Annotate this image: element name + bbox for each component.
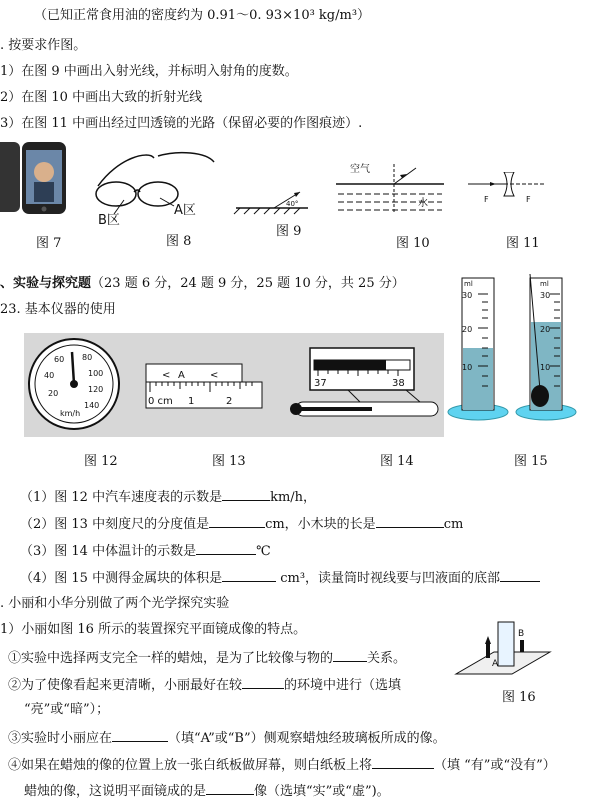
q23-item-1-unit: km/h， xyxy=(270,490,317,505)
q23-item-4 xyxy=(20,569,540,587)
cyl1-tick-20: 20 xyxy=(462,325,473,334)
fig8-b-label: B区 xyxy=(98,213,120,228)
section-score: （23 题 6 分，24 题 9 分，25 题 10 分，共 25 分） xyxy=(91,276,405,291)
q24-item-4 xyxy=(8,756,556,774)
q23-title: 23. 基本仪器的使用 xyxy=(0,302,116,317)
q23-item-1 xyxy=(20,488,316,506)
thermo-37: 37 xyxy=(314,378,327,389)
fig10-water-label: 水 xyxy=(418,198,428,209)
q24-item-4-line2-text: 蜡烛的像，这说明平面镜成的是 xyxy=(24,784,207,799)
cyl1-tick-30: 30 xyxy=(462,291,473,300)
draw-item-2: 2）在图 10 中画出大致的折射光线 xyxy=(0,90,203,105)
q24-item-2-line2: “亮”或“暗”）； xyxy=(24,702,110,717)
q23-item-4-text: （4）图 15 中测得金属块的体积是 xyxy=(20,571,223,586)
cyl2-unit: ml xyxy=(540,280,549,288)
fig10-air-label: 空气 xyxy=(350,164,370,175)
fig12-caption: 图 12 xyxy=(84,454,118,469)
fig16-a-label: A xyxy=(492,659,499,669)
draw-question-title: . 按要求作图。 xyxy=(0,38,87,53)
ruler-tick-2: 2 xyxy=(226,396,233,407)
q23-item-3-unit: ℃ xyxy=(256,544,271,559)
cyl2-tick-10: 10 xyxy=(540,363,551,372)
density-note: （已知正常食用油的密度约为 0.91～0. 93×10³ kg/m³） xyxy=(34,8,371,23)
fig11-f-left: F xyxy=(484,195,489,204)
q24-item-2-blank[interactable] xyxy=(242,676,284,689)
cylinders-figure xyxy=(444,270,584,422)
speedo-tick-120: 120 xyxy=(88,385,104,394)
cyl1-tick-10: 10 xyxy=(462,363,473,372)
q24-item-1-blank[interactable] xyxy=(333,649,367,662)
q24-item-4-text: ④如果在蜡烛的像的位置上放一张白纸板做屏幕，则白纸板上将 xyxy=(8,758,373,773)
q24-item-3 xyxy=(8,729,446,747)
section-title: 、实验与探究题 xyxy=(0,276,92,291)
speedometer-figure xyxy=(26,336,122,432)
fig11-f-right: F xyxy=(526,195,531,204)
mirror-figure xyxy=(232,178,312,218)
q23-item-3-text: （3）图 14 中体温计的示数是 xyxy=(20,544,197,559)
cyl2-tick-30: 30 xyxy=(540,291,551,300)
speedo-tick-140: 140 xyxy=(84,401,100,410)
q23-item-2-text: （2）图 13 中刻度尺的分度值是 xyxy=(20,517,210,532)
fig13-caption: 图 13 xyxy=(212,454,246,469)
q23-item-4-mid: cm³，读量筒时视线要与凹液面的底部 xyxy=(276,571,501,586)
fig9-angle: 40° xyxy=(286,200,299,208)
ruler-figure xyxy=(144,362,266,412)
q24-item-4-line2 xyxy=(24,782,390,800)
q24-sub1: 1）小丽如图 16 所示的装置探究平面镜成像的特点。 xyxy=(0,622,307,637)
svg-text:<: < xyxy=(210,370,219,381)
fig7-caption: 图 7 xyxy=(36,236,62,251)
q24-item-3-blank[interactable] xyxy=(112,729,168,742)
q23-item-2-mid: cm，小木块的长是 xyxy=(265,517,376,532)
section-heading xyxy=(0,276,405,292)
q23-item-1-blank[interactable] xyxy=(222,488,270,501)
q23-item-4-blank-a[interactable] xyxy=(222,569,276,582)
cyl1-unit: ml xyxy=(464,280,473,288)
fig11-caption: 图 11 xyxy=(506,236,540,251)
q24-item-1 xyxy=(8,649,406,667)
q24-item-4-post: （填 “有”或“没有”） xyxy=(434,758,556,773)
draw-item-3: 3）在图 11 中画出经过凹透镜的光路（保留必要的作图痕迹）. xyxy=(0,116,363,131)
fig16-caption: 图 16 xyxy=(502,690,536,705)
fig8-a-label: A区 xyxy=(174,203,196,218)
thermo-38: 38 xyxy=(392,378,405,389)
fig16-b-label: B xyxy=(518,629,525,639)
thermometer-figure xyxy=(288,346,440,426)
fig15-caption: 图 15 xyxy=(514,454,548,469)
concave-lens-figure xyxy=(468,172,548,208)
q24-item-1-text: ①实验中选择两支完全一样的蜡烛，是为了比较像与物的 xyxy=(8,651,334,666)
q23-item-2-blank-a[interactable] xyxy=(209,515,265,528)
q24-title: . 小丽和小华分别做了两个光学探究实验 xyxy=(0,596,230,611)
q23-item-1-text: （1）图 12 中汽车速度表的示数是 xyxy=(20,490,223,505)
q24-item-2 xyxy=(8,676,401,694)
q24-item-2-text: ②为了使像看起来更清晰，小丽最好在较 xyxy=(8,678,243,693)
q24-item-4-blank-a[interactable] xyxy=(372,756,434,769)
q23-item-2 xyxy=(20,515,463,533)
q23-item-3 xyxy=(20,542,271,560)
speedo-tick-80: 80 xyxy=(82,353,93,362)
q24-item-3-post: （填“A”或“B”）侧观察蜡烛经玻璃板所成的像。 xyxy=(168,731,446,746)
q24-item-3-text: ③实验时小丽应在 xyxy=(8,731,113,746)
plane-mirror-figure xyxy=(452,618,556,682)
ruler-tick-1: 1 xyxy=(188,396,195,407)
q23-item-2-blank-b[interactable] xyxy=(376,515,444,528)
speedo-unit: km/h xyxy=(60,409,81,418)
fig14-caption: 图 14 xyxy=(380,454,414,469)
speedo-tick-40: 40 xyxy=(44,371,55,380)
ruler-zero: 0 cm xyxy=(148,396,173,407)
phone-figure xyxy=(0,138,70,218)
speedo-tick-100: 100 xyxy=(88,369,104,378)
fig10-caption: 图 10 xyxy=(396,236,430,251)
refraction-figure xyxy=(336,158,446,218)
q23-item-2-unit: cm xyxy=(443,517,464,532)
q24-item-2-post: 的环境中进行（选填 xyxy=(284,678,402,693)
q24-item-1-post: 关系。 xyxy=(367,651,407,666)
ruler-block-label: A xyxy=(178,370,185,381)
fig9-caption: 图 9 xyxy=(276,224,302,239)
svg-text:<: < xyxy=(162,370,171,381)
speedo-tick-60: 60 xyxy=(54,355,65,364)
draw-item-1: 1）在图 9 中画出入射光线，并标明入射角的度数。 xyxy=(0,64,298,79)
q24-item-4-blank-b[interactable] xyxy=(206,782,254,795)
q24-item-4-line2-post: 像（选填“实”或“虚”)。 xyxy=(254,784,390,799)
speedo-tick-20: 20 xyxy=(48,389,59,398)
q23-item-3-blank[interactable] xyxy=(196,542,256,555)
cyl2-tick-20: 20 xyxy=(540,325,551,334)
q23-item-4-blank-b[interactable] xyxy=(500,569,540,582)
fig8-caption: 图 8 xyxy=(166,234,192,249)
glasses-figure xyxy=(88,148,218,228)
